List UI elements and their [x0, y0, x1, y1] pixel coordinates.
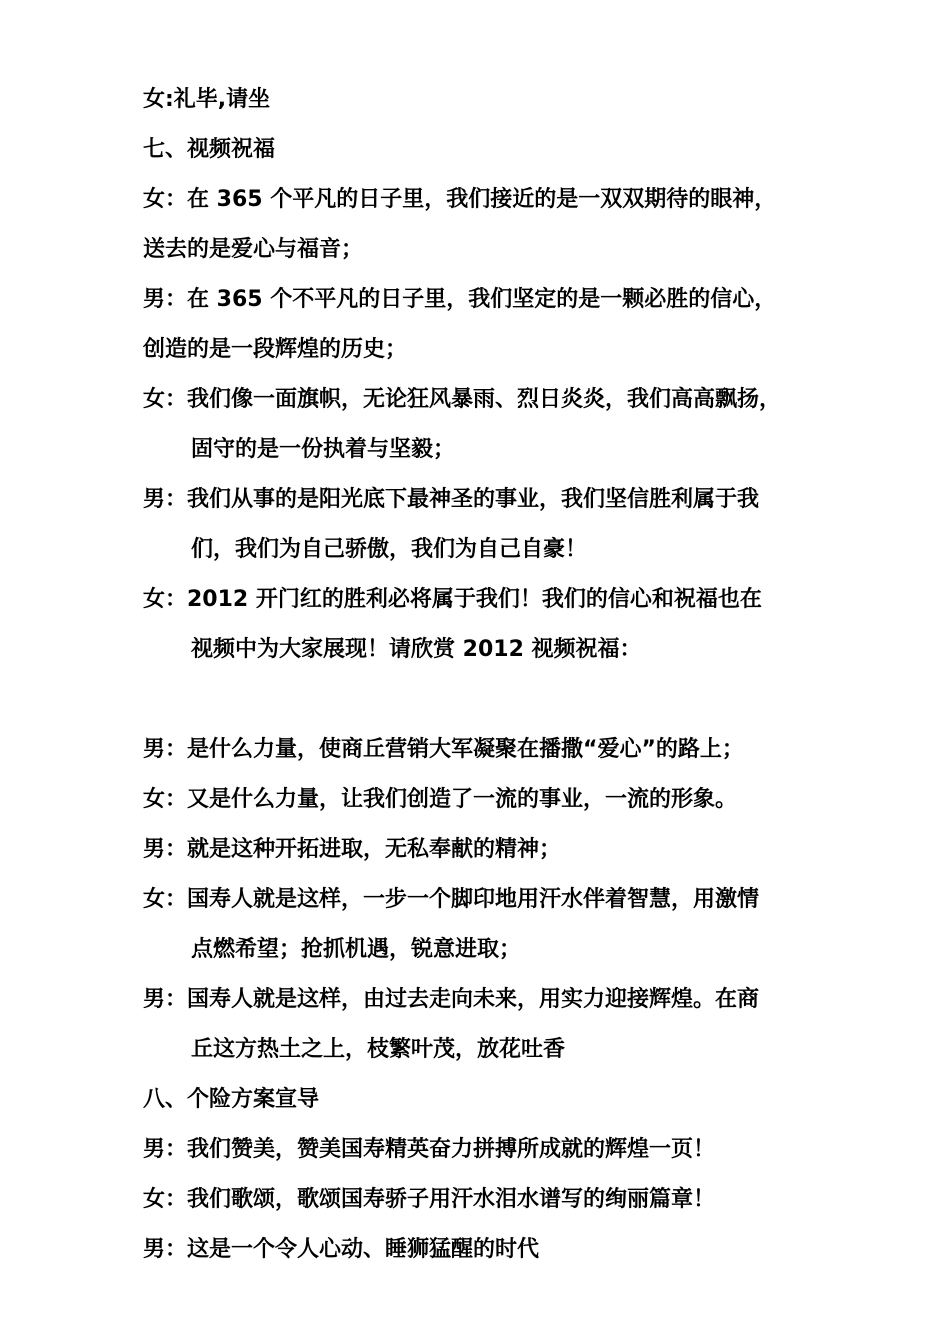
text-line: 视频中为大家展现！请欣赏 2012 视频祝福：	[191, 637, 642, 662]
section-heading: 七、视频祝福	[143, 137, 276, 162]
text-line: 女：国寿人就是这样，一步一个脚印地用汗水伴着智慧，用激情	[143, 887, 760, 912]
section-heading: 八、个险方案宣导	[143, 1087, 320, 1112]
text-line: 男：国寿人就是这样，由过去走向未来，用实力迎接辉煌。在商	[143, 987, 760, 1012]
text-line: 女：在 365 个平凡的日子里，我们接近的是一双双期待的眼神，	[143, 187, 777, 212]
text-line: 固守的是一份执着与坚毅；	[191, 437, 456, 462]
text-line: 丘这方热土之上，枝繁叶茂，放花吐香	[191, 1037, 566, 1062]
text-line: 女:礼毕,请坐	[143, 87, 271, 112]
script-text	[143, 75, 823, 1275]
text-line: 男：就是这种开拓进取，无私奉献的精神；	[143, 837, 562, 862]
text-line: 男：在 365 个不平凡的日子里，我们坚定的是一颗必胜的信心，	[143, 287, 777, 312]
blank-line	[143, 675, 823, 725]
text-line: 们，我们为自己骄傲，我们为自己自豪！	[191, 537, 588, 562]
text-line: 点燃希望；抢抓机遇，锐意进取；	[191, 937, 522, 962]
text-line: 女：2012 开门红的胜利必将属于我们！我们的信心和祝福也在	[143, 587, 762, 612]
text-line: 男：是什么力量，使商丘营销大军凝聚在播撒“爱心”的路上；	[143, 737, 744, 762]
text-line: 男：我们赞美，赞美国寿精英奋力拼搏所成就的辉煌一页！	[143, 1137, 716, 1162]
text-line: 男：这是一个令人心动、睡狮猛醒的时代	[143, 1237, 540, 1262]
text-line: 女：我们像一面旗帜，无论狂风暴雨、烈日炎炎，我们高高飘扬，	[143, 387, 782, 412]
text-line: 女：又是什么力量，让我们创造了一流的事业，一流的形象。	[143, 787, 738, 812]
text-line: 女：我们歌颂，歌颂国寿骄子用汗水泪水谱写的绚丽篇章！	[143, 1187, 716, 1212]
text-line: 送去的是爱心与福音；	[143, 237, 364, 262]
text-line: 男：我们从事的是阳光底下最神圣的事业，我们坚信胜利属于我	[143, 487, 760, 512]
text-line: 创造的是一段辉煌的历史；	[143, 337, 408, 362]
